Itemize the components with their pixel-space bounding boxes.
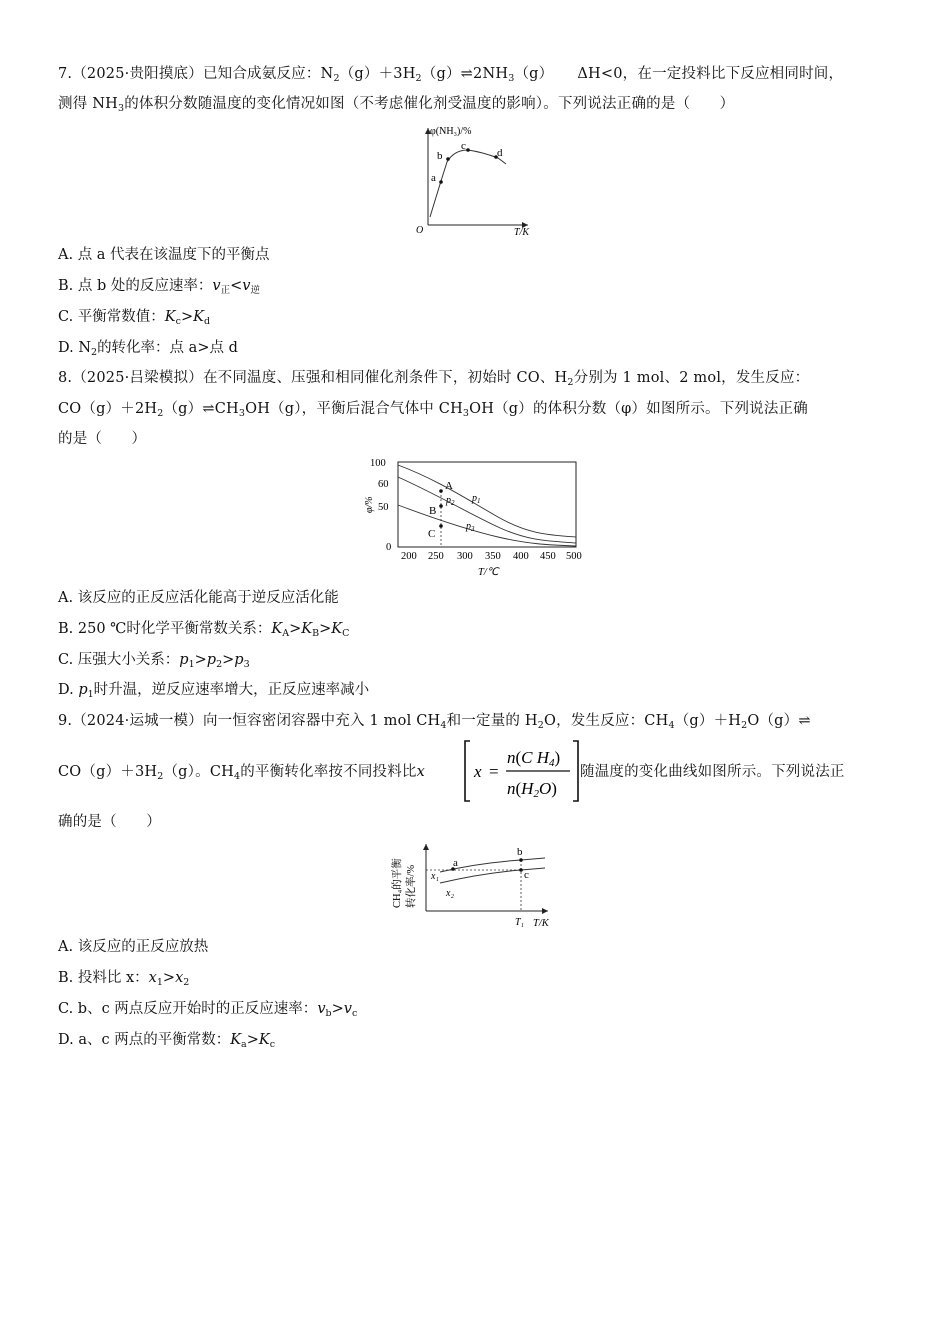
q7-stem-line2: 测得 $NH_3$的体积分数随温度的变化情况如图（不考虑催化剂受温度的影响）。下列说法正确的是（ ） [58,96,735,114]
q8-label-C: C [428,528,436,540]
q9-option-a: A. 该反应的正反应放热 [58,939,209,955]
q7-xlabel: T/K [514,227,530,237]
q8-label-p3: $p_3$ [466,521,475,533]
q9-point-b [519,858,523,862]
q9-right-bracket [573,741,578,801]
q9-t1: T₁ [515,917,525,928]
q8-figure [358,455,598,580]
q8-point-B [439,504,443,508]
q9-ylabel-1: CH₄的平衡 [392,858,403,908]
q8-point-C [439,524,443,528]
q9-numerator: n(C H4) [507,748,561,769]
q9-label-x2: x₂ [446,888,454,899]
q7-point-b [446,157,450,161]
q7-label-d: d [497,147,503,159]
q7-label-b: b [437,150,443,162]
q9-stem-line2: $CO(g)+3H_2(g)$。$CH_4$的平衡转化率按不同投料比x [58,764,426,782]
q7-option-b: B. 点 b 处的反应速率：$v_正<v_逆$ [58,278,260,296]
q9-figure [388,838,568,933]
q7-stem-line1: 7.（2025·贵阳摸底）已知合成氨反应：$N_2(g)+3H_2(g)\rightleftharpoons 2NH_3(g)$ ΔH<0，在一定投料比下反应相同时间， [58,66,844,84]
q8-option-d: D. $p_1$时升温，逆反应速率增大，正反应速率减小 [58,682,370,700]
q8-label-B: B [429,505,437,517]
q9-xlabel: T/K [533,918,549,929]
q8-ytick-60: 60 [378,479,389,490]
q8-curve-p1 [398,465,576,537]
q7-option-c: C. 平衡常数值：$K_c>K_d$ [58,309,211,327]
q8-ytick-0: 0 [386,542,392,553]
q7-label-a: a [431,172,436,184]
q9-option-b: B. 投料比 x：$x_1>x_2$ [58,970,190,988]
q8-xlabel: T/℃ [478,567,499,578]
q8-option-b: B. 250 ℃时化学平衡常数关系：$K_A>K_B>K_C$ [58,621,350,639]
q8-label-p1: $p_1$ [472,493,481,505]
q9-point-c [519,868,523,872]
q9-left-bracket [465,741,470,801]
q8-xtick-300: 300 [457,551,473,562]
q9-denominator: n(H2O) [507,779,557,800]
q7-point-a [439,180,443,184]
q8-label-A: A [445,480,453,492]
q8-xtick-350: 350 [485,551,501,562]
q8-xtick-250: 250 [428,551,444,562]
q7-label-c: c [461,140,466,152]
q8-xtick-450: 450 [540,551,556,562]
q9-stem-line2-tail: 随温度的变化曲线如图所示。下列说法正 [580,764,845,780]
q7-figure [410,122,540,237]
q7-origin: O [416,225,424,236]
q7-ylabel: φ(NH₃)/% [430,126,472,137]
q9-label-a: a [453,857,458,869]
q7-point-c [466,148,470,152]
q9-label-c: c [524,869,529,881]
q7-option-d: D. $N_2$的转化率：点 a>点 d [58,340,238,358]
q9-formula-x: x [474,762,482,781]
q8-xtick-500: 500 [566,551,582,562]
q8-xtick-400: 400 [513,551,529,562]
q8-label-p2: $p_2$ [446,495,455,507]
q8-stem-line2: $CO(g)+2H_2(g)\rightleftharpoons CH_3OH(g)$，平衡后混合气体中 $CH_3OH(g)$的体积分数（φ）如图所示。下列说法正确 [58,401,808,419]
q9-option-d: D. a、c 两点的平衡常数：$K_a>K_c$ [58,1032,276,1050]
q9-ylabel-2: 转化率/% [406,864,417,908]
q8-stem-line1: 8.（2025·吕梁模拟）在不同温度、压强和相同催化剂条件下，初始时 CO、$H_2$分别为 1 mol、2 mol，发生反应： [58,370,810,388]
q9-label-b: b [517,846,523,858]
q9-ratio-formula [462,738,582,804]
q8-ytick-100: 100 [370,458,386,469]
q9-option-c: C. b、c 两点反应开始时的正反应速率：$v_b>v_c$ [58,1001,358,1019]
q8-option-a: A. 该反应的正反应活化能高于逆反应活化能 [58,590,339,606]
q8-ytick-50: 50 [378,502,389,513]
q7-option-a: A. 点 a 代表在该温度下的平衡点 [58,247,270,263]
q8-curve-p2 [398,477,576,543]
q8-xtick-200: 200 [401,551,417,562]
q8-stem-line3: 的是（ ） [58,431,147,447]
q9-stem-line1: 9.（2024·运城一模）向一恒容密闭容器中充入 1 mol $CH_4$和一定量的 $H_2O$，发生反应：$CH_4(g)+H_2O(g)\rightleftharpoons$ [58,713,811,731]
q9-stem-line3: 确的是（ ） [58,814,161,830]
q9-label-x1: x₁ [431,871,439,882]
q9-formula-eq: = [489,762,499,781]
q8-option-c: C. 压强大小关系：$p_1>p_2>p_3$ [58,652,250,670]
q8-point-A [439,489,443,493]
q8-ylabel: φ/% [364,496,375,513]
